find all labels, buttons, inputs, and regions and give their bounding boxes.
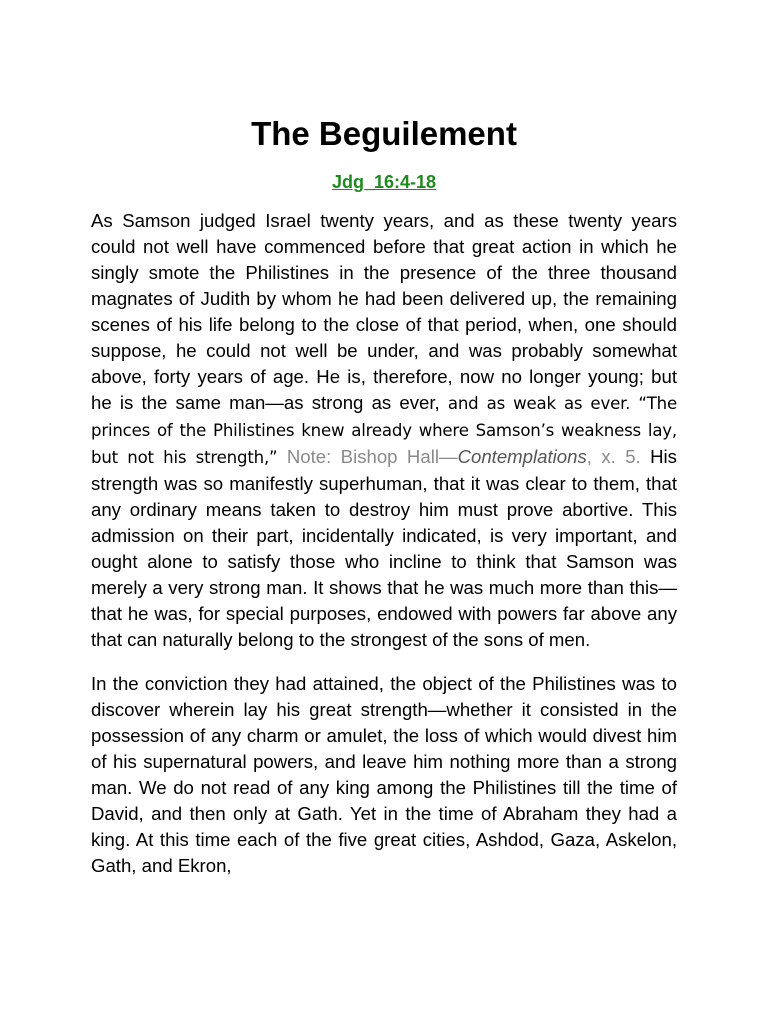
- footnote-suffix: , x. 5.: [586, 446, 641, 467]
- scripture-reference-link[interactable]: Jdg_16:4-18: [331, 172, 437, 192]
- paragraph-1-text: As Samson judged Israel twenty years, and as these twenty years could not well have commenced before that great action in which he singly smote the Philistines in the presence of the three thousand magnates of Judith by whom he had been delivered up, the remaining scenes of his life belong to the close of that period, when, one should suppose, he could not well be under, and was probably somewhat above, forty years of age. He is, therefore, now no longer young; but he is the same man—as strong as ever,: [91, 210, 677, 413]
- paragraph-1: [91, 208, 677, 653]
- footnote-title: Contemplations: [457, 446, 587, 467]
- footnote-prefix: Note: Bishop Hall—: [286, 446, 458, 467]
- scripture-reference-wrap: [91, 170, 677, 196]
- paragraph-2: In the conviction they had attained, the object of the Philistines was to discover wherein lay his great strength—whether it consisted in the possession of any charm or amulet, the loss of which would divest him of his supernatural powers, and leave him nothing more than a strong man. We do not read of any king among the Philistines till the time of David, and then only at Gath. Yet in the time of Abraham they had a king. At this time each of the five great cities, Ashdod, Gaza, Askelon, Gath, and Ekron,: [91, 673, 677, 876]
- quote-text: and as weak as ever. “The princes of the Philistines knew already where Samson’s weakness lay, but not his strength,”: [91, 394, 677, 467]
- paragraph-1-continuation: His strength was so manifestly superhuman, that it was clear to them, that any ordinary means taken to destroy him must prove abortive. This admission on their part, incidentally indicated, is very important, and ought alone to satisfy those who incline to think that Samson was merely a very strong man. It shows that he was much more than this—that he was, for special purposes, endowed with powers far above any that can naturally belong to the strongest of the sons of men.: [91, 446, 677, 650]
- document-title: The Beguilement: [251, 115, 517, 152]
